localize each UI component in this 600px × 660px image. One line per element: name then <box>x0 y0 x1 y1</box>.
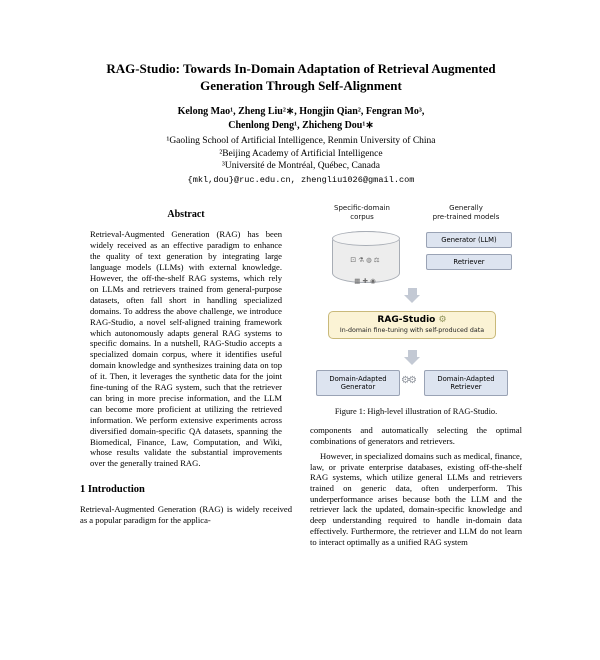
retriever-box: Retriever <box>426 254 512 270</box>
affiliations <box>80 135 522 172</box>
two-column-body <box>80 204 522 547</box>
section-1-heading: 1 Introduction <box>80 484 145 496</box>
figure-label-corpus: Specific-domain corpus <box>334 204 390 222</box>
figure-1-diagram <box>310 204 522 400</box>
authors: Kelong Mao¹, Zheng Liu²∗, Hongjin Qian², Fengran Mo³, Chenlong Deng¹, Zhicheng Dou¹∗ <box>177 106 425 131</box>
right-column <box>310 204 522 547</box>
corpus-icons-row1: ⚀ ⚗ ◍ ⚖ <box>350 256 380 265</box>
left-column <box>80 204 292 547</box>
gears-icon: ⚙⚙ <box>401 375 415 387</box>
affiliation-2: ²Beijing Academy of Artificial Intelligence <box>219 148 383 159</box>
rag-studio-label: RAG-Studio <box>377 315 436 326</box>
figure-label-models: Generally pre-trained models <box>432 204 500 222</box>
paper-title: RAG-Studio: Towards In-Domain Adaptation of Retrieval Augmented Generation Through Self-Alignment <box>106 61 496 94</box>
abstract-heading: Abstract <box>167 209 205 221</box>
gear-icon: ⚙ <box>438 315 447 326</box>
figure-1-caption: Figure 1: High-level illustration of RAG-Studio. <box>334 407 498 417</box>
right-paragraph-2: However, in specialized domains such as medical, finance, law, or private enterprise databases, existing off-the-shelf RAG systems, which utilize general LLMs and retrievers trained on generic data, often underperform. This underperformance arises because both the LLM and the retriever lack the updated, domain-specific knowledge and deep understanding required to handle in-domain data effectively. Furthermore, the retriever and LLM do not learn to interact optimally as a unified RAG system <box>310 450 523 547</box>
down-arrow-icon <box>404 288 420 303</box>
author-emails: {mkl,dou}@ruc.edu.cn, zhengliu1026@gmail.com <box>187 175 415 186</box>
abstract-text: Retrieval-Augmented Generation (RAG) has been widely received as an effective paradigm to enhance the quality of text generation by integrating large language models (LLMs) with external knowledge. However, the off-the-shelf RAG systems, which rely on LLMs and retrievers trained from general-purpose datasets, often fall short in handling specialized domains. To address the above challenge, we introduce RAG-Studio, a novel self-aligned training framework which autonomously adapts general RAG systems to specific domains. In a nutshell, RAG-Studio accepts a specialized domain corpus, where it identifies useful domain knowledge and synthesizes training data on top of it. Then, it leverages the synthetic data for the joint fine-tuning of the RAG system, such that the retriever can bring in more precise information, and the LLM can become more proficient at utilizing the retrieved information. We perform extensive experiments across diversified domain-specific QA datasets, spanning the Biomedical, Finance, Law, Computation, and Wiki, whose results validate the substantial improvements over the generally trained RAG. <box>90 229 282 469</box>
paper-page <box>0 60 600 660</box>
intro-paragraph: Retrieval-Augmented Generation (RAG) is widely received as a popular paradigm for the applica- <box>80 504 292 526</box>
right-paragraph-1: components and automatically selecting the optimal combinations of generators and retrievers. <box>310 425 522 447</box>
rag-studio-subtitle: In-domain fine-tuning with self-produced data <box>339 327 485 335</box>
affiliation-3: ³Université de Montréal, Québec, Canada <box>222 161 380 171</box>
down-arrow-icon <box>404 350 420 365</box>
domain-adapted-retriever-box: Domain-Adapted Retriever <box>424 370 508 396</box>
affiliation-1: ¹Gaoling School of Artificial Intelligence, Renmin University of China <box>166 136 436 147</box>
domain-adapted-generator-box: Domain-Adapted Generator <box>316 370 400 396</box>
rag-studio-box <box>328 311 496 339</box>
generator-llm-box: Generator (LLM) <box>426 232 512 248</box>
corpus-icons-row2: ▦ ✚ ◉ <box>354 276 376 285</box>
rag-studio-title <box>331 315 493 325</box>
corpus-content-icons <box>332 245 398 285</box>
